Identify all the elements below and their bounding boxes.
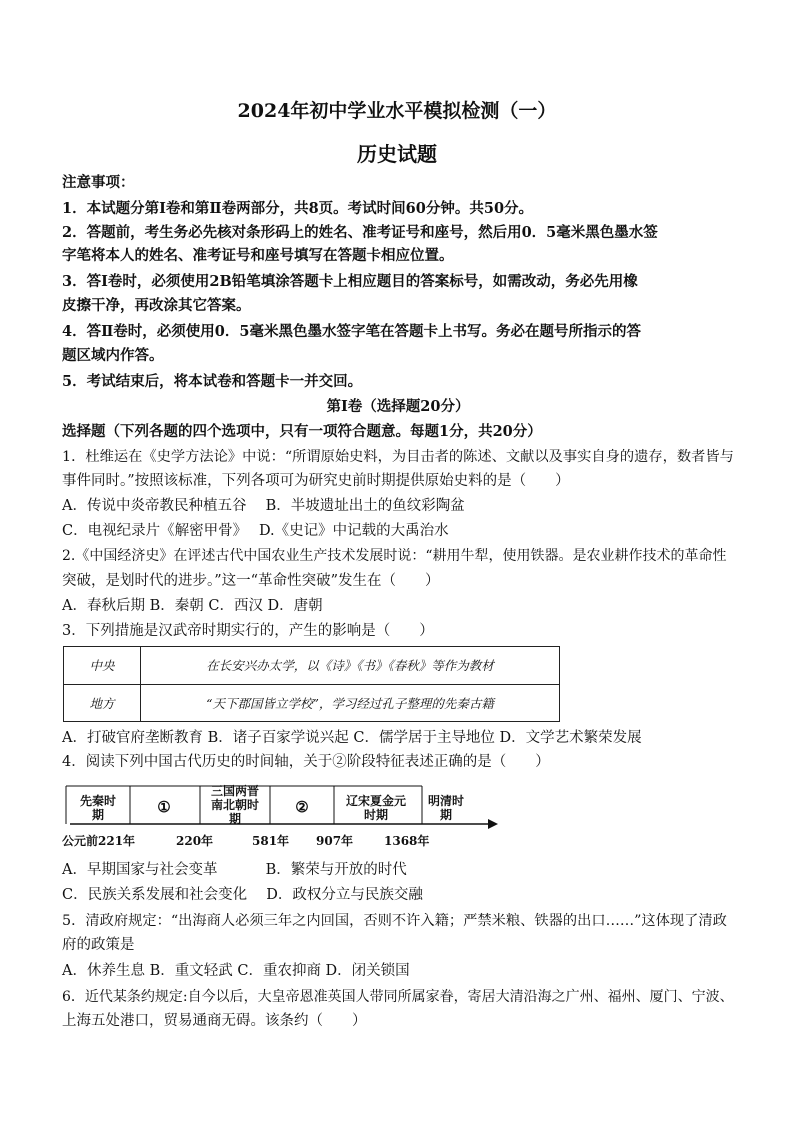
table-cell: “天下郡国皆立学校”，学习经过孔子整理的先秦古籍 [141,684,560,722]
timeline-period-label: 明清时期 [427,794,464,822]
question-4-option: A．早期国家与社会变革 B．繁荣与开放的时代 [62,862,407,878]
table-cell: 在长安兴办太学，以《诗》《书》《春秋》等作为教材 [141,647,560,685]
timeline-date: 公元前221年 [62,834,136,848]
notice-line: 题区域内作答。 [62,347,164,364]
timeline-date: 581年 [252,834,290,848]
question-2-stem: 突破，是划时代的进步。”这一“革命性突破”发生在（ ） [62,573,440,589]
history-timeline [64,782,504,852]
question-6-stem: 6．近代某条约规定:自今以后，大皇帝恩准英国人带同所属家眷，寄居大清沿海之广州、福州、厦门、宁波、 [62,989,734,1005]
question-1-stem: 1．杜维运在《史学方法论》中说：“所谓原始史料，为目击者的陈述、文献以及事实自身的遗存，数者皆与 [62,449,734,465]
section-heading: 第Ⅰ卷（选择题20分） [326,398,470,415]
timeline-period-label: 三国两晋南北朝时期 [210,784,259,826]
exam-subtitle: 历史试题 [357,142,437,166]
question-2-stem: 2.《中国经济史》在评述古代中国农业生产技术发展时说：“耕用牛犁，使用铁器。是农业耕作技术的革命性 [62,548,727,564]
notice-line: 字笔将本人的姓名、准考证号和座号填写在答题卡相应位置。 [62,247,454,264]
question-4-stem: 4．阅读下列中国古代历史的时间轴，关于②阶段特征表述正确的是（ ） [62,754,550,770]
timeline-date: 907年 [316,834,354,848]
table-cell: 地方 [64,684,141,722]
question-6-stem: 上海五处港口，贸易通商无碍。该条约（ ） [62,1013,367,1029]
notice-heading: 注意事项： [62,174,135,191]
question-3-options: A．打破官府垄断教育 B．诸子百家学说兴起 C．儒学居于主导地位 D．文学艺术繁荣发展 [62,730,642,746]
timeline-date: 220年 [176,834,214,848]
notice-line: 3．答Ⅰ卷时，必须使用2B铅笔填涂答题卡上相应题目的答案标号，如需改动，务必先用橡 [62,273,638,290]
notice-line: 皮擦干净，再改涂其它答案。 [62,297,251,314]
timeline-period-label: 辽宋夏金元时期 [345,794,406,822]
notice-line: 5．考试结束后，将本试卷和答题卡一并交回。 [62,373,363,390]
table-cell: 中央 [64,647,141,685]
question-1-option: A．传说中炎帝教民种植五谷 B．半坡遗址出土的鱼纹彩陶盆 [62,498,465,514]
question-3-stem: 3．下列措施是汉武帝时期实行的，产生的影响是（ ） [62,623,434,639]
question-5-options: A．休养生息 B．重文轻武 C．重农抑商 D．闭关锁国 [62,963,410,979]
timeline-period-label: ① [157,798,171,816]
question-1-stem: 事件同时。”按照该标准，下列各项可为研究史前时期提供原始史料的是（ ） [62,473,570,489]
exam-title: 2024年初中学业水平模拟检测（一） [237,100,557,122]
question-3-table [63,646,560,722]
table-row [64,684,560,722]
timeline-date: 1368年 [384,834,430,848]
question-4-option: C．民族关系发展和社会变化 D．政权分立与民族交融 [62,887,423,903]
question-5-stem: 府的政策是 [62,937,135,953]
table-row [64,647,560,685]
notice-line: 2．答题前，考生务必先核对条形码上的姓名、准考证号和座号，然后用0．5毫米黑色墨水签 [62,224,658,241]
timeline-period-label: ② [295,798,309,816]
question-2-options: A．春秋后期 B．秦朝 C．西汉 D．唐朝 [62,598,323,614]
notice-line: 1．本试题分第Ⅰ卷和第Ⅱ卷两部分，共8页。考试时间60分钟。共50分。 [62,200,534,217]
timeline-period-label: 先秦时期 [79,794,116,822]
question-5-stem: 5．清政府规定：“出海商人必须三年之内回国，否则不许入籍；严禁米粮、铁器的出口……”这体现了清政 [62,913,727,929]
notice-line: 4．答Ⅱ卷时，必须使用0．5毫米黑色墨水签字笔在答题卡上书写。务必在题号所指示的答 [62,323,641,340]
section-instruction: 选择题（下列各题的四个选项中，只有一项符合题意。每题1分，共20分） [62,423,542,440]
question-1-option: C．电视纪录片《解密甲骨》 D.《史记》中记载的大禹治水 [62,523,449,539]
timeline-arrow [488,819,498,829]
